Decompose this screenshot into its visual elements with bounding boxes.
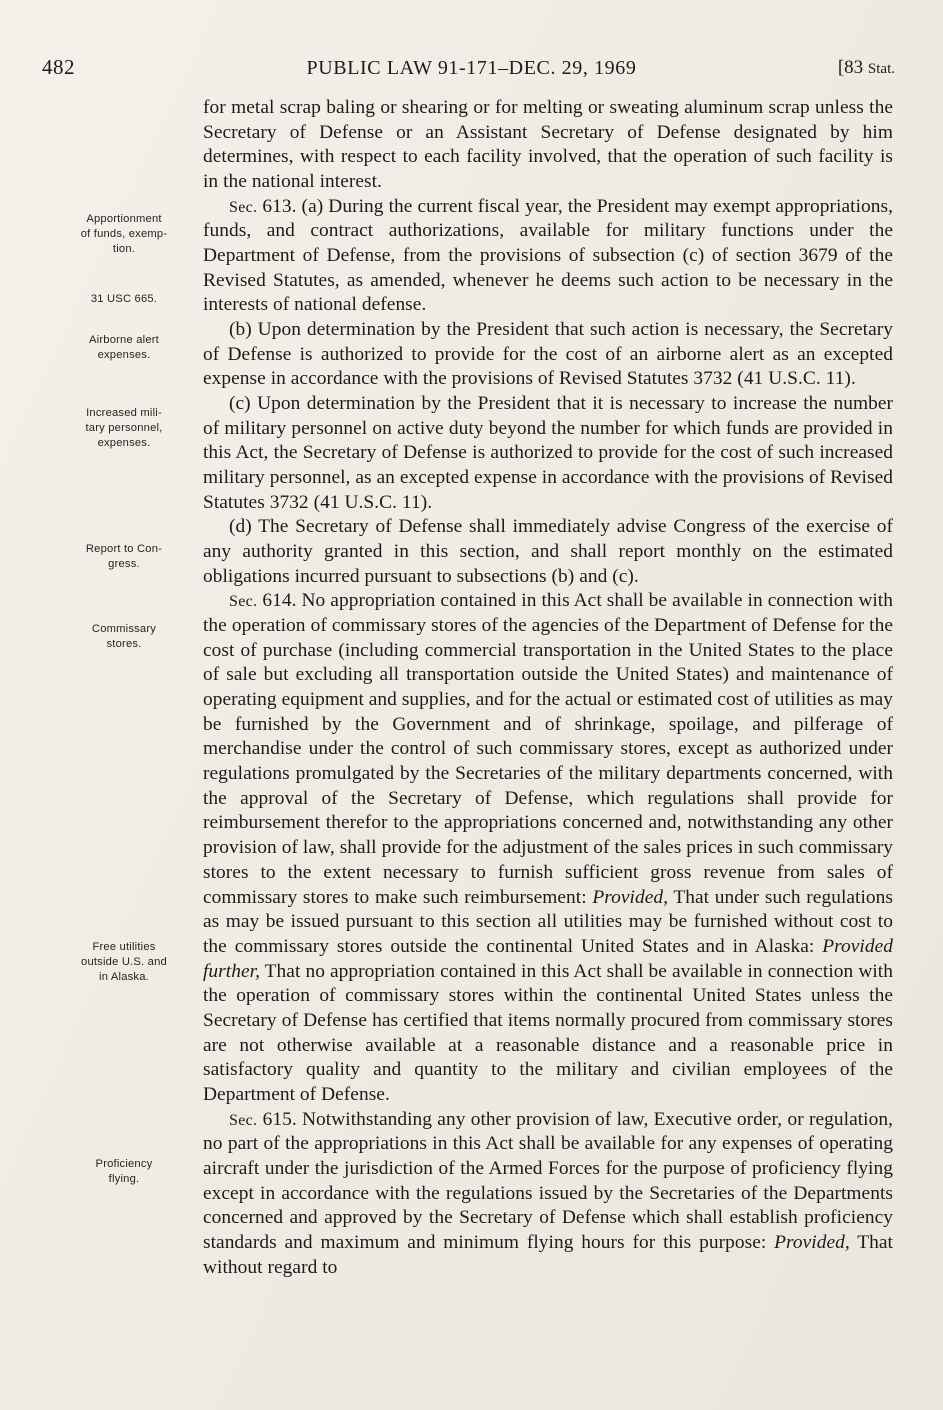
margin-note-line: Commissary bbox=[91, 623, 157, 635]
section-label: Sec. bbox=[229, 1111, 258, 1129]
paragraph-continuation: for metal scrap baling or shearing or for melting or sweating aluminum scrap unless the Secretary of Defense or an Assistant Secretary of Defense designated by him determines, with respect to each facility involved, that the operation of such facility is in the national interest. bbox=[203, 97, 893, 193]
volume-reference bbox=[838, 57, 895, 79]
paragraph-sec-613d: (d) The Secretary of Defense shall immediately advise Congress of the exercise of any authority granted in this section, and shall report monthly on the estimated obligations incurred pursuant to subsections (b) and (c). bbox=[203, 516, 893, 587]
paragraph-text-a: 614. No appropriation contained in this Act shall be available in connection with the operation of commissary stores of the agencies of the Department of Defense for the cost of purchase (including commercial transportation in the United States to the place of sale but excluding all transportation outside the United States) and maintenance of operating equipment and supplies, and for the actual or estimated cost of utilities as may be furnished by the Government and of shrinkage, spoilage, and pilferage of merchandise under the control of such commissary stores, except as authorized under regulations promulgated by the Secretaries of the military departments concerned, with the approval of the Secretary of Defense, which regulations shall provide for reimbursement therefor to the appropriations concerned and, notwithstanding any other provision of law, shall provide for the adjustment of the sales prices in such commissary stores to the extent necessary to furnish sufficient gross revenue from sales of commissary stores to make such reimbursement: bbox=[203, 590, 893, 908]
margin-note-commissary-stores bbox=[54, 622, 194, 652]
margin-note-line: Increased mili- bbox=[86, 407, 162, 419]
margin-note-increased-military bbox=[54, 406, 194, 450]
section-label: Sec. bbox=[229, 593, 258, 611]
volume-bracket: [83 bbox=[837, 57, 868, 78]
margin-note-report-to-congress bbox=[54, 542, 194, 572]
proviso-italic: Provided, bbox=[774, 1231, 850, 1253]
proviso-italic: Provided further, bbox=[203, 935, 893, 982]
paragraph-sec-615 bbox=[203, 1108, 893, 1281]
paragraph-sec-614 bbox=[203, 589, 893, 1107]
page-number: 482 bbox=[42, 55, 75, 79]
margin-note-line: expenses. bbox=[97, 348, 151, 361]
margin-note-line: of funds, exemp- bbox=[80, 227, 168, 240]
margin-note-line: stores. bbox=[106, 637, 142, 650]
margin-note-line: Apportionment bbox=[86, 213, 162, 225]
page-header bbox=[0, 55, 943, 85]
paragraph-text: 613. (a) During the current fiscal year, the President may exempt appropriations, funds, and contract authorizations, available for military functions under the Department of Defense, from the provisions of subsection (c) of section 3679 of the Revised Statutes, as amended, whenever he deems such action to be necessary in the interests of national defense. bbox=[203, 195, 894, 316]
margin-note-line: tary personnel, bbox=[85, 421, 163, 434]
paragraph-text-c: That no appropriation contained in this Act shall be available in connection with the operation of commissary stores within the continental United States unless the Secretary of Defense has certified that items normally procured from commissary stores are not otherwise available at a reasonable distance and a reasonable price in satisfactory quality and quantity to the military and civilian employees of the Department of Defense. bbox=[203, 960, 893, 1105]
paragraph-text-b: That under such regulations as may be issued pursuant to this section all utilities may be furnished without cost to the commissary stores outside the continental United States and in Alaska: bbox=[203, 886, 894, 957]
proviso-italic: Provided, bbox=[592, 886, 669, 908]
section-label: Sec. bbox=[229, 198, 258, 216]
volume-stat-label: Stat. bbox=[867, 61, 895, 77]
margin-note-line: tion. bbox=[112, 242, 136, 255]
margin-note-airborne-alert bbox=[54, 333, 194, 363]
margin-note-proficiency-flying bbox=[54, 1157, 194, 1187]
margin-note-line: Free utilities bbox=[92, 941, 156, 953]
margin-note-line: outside U.S. and bbox=[81, 955, 167, 968]
paragraph-text-a: 615. Notwithstanding any other provision of law, Executive order, or regulation, no part of the appropriations in this Act shall be available for any expenses of operating aircraft under the jurisdiction of the Armed Forces for the purpose of proficiency flying except in accordance with the regulations issued by the Secretaries of the Departments concerned and approved by the Secretary of Defense which shall establish proficiency standards and maximum and minimum flying hours for this purpose: bbox=[203, 1108, 893, 1253]
running-head-date: –DEC. 29, 1969 bbox=[498, 57, 637, 79]
running-head bbox=[0, 57, 943, 80]
margin-note-usc-citation bbox=[54, 292, 194, 307]
margin-note-line: Airborne alert bbox=[89, 334, 159, 346]
margin-note-free-utilities bbox=[54, 940, 194, 984]
margin-note-line: 31 USC 665. bbox=[90, 293, 158, 305]
margin-note-line: flying. bbox=[108, 1172, 140, 1185]
body-column bbox=[203, 96, 893, 1280]
paragraph-sec-613c: (c) Upon determination by the President that it is necessary to increase the number of military personnel on active duty beyond the number for which funds are provided in this Act, the Secretary of Defense is authorized to provide for the cost of such increased military personnel, as an excepted expense in accordance with the provisions of Revised Statutes 3732 (41 U.S.C. 11). bbox=[203, 393, 893, 513]
margin-note-line: gress. bbox=[108, 557, 140, 570]
margin-note-apportionment bbox=[54, 212, 194, 256]
margin-note-line: expenses. bbox=[97, 436, 151, 449]
paragraph-sec-613b: (b) Upon determination by the President that such action is necessary, the Secretary of Defense is authorized to provide for the cost of an airborne alert as an excepted expense in accordance with the provisions of Revised Statutes 3732 (41 U.S.C. 11). bbox=[203, 319, 893, 390]
margin-note-line: Proficiency bbox=[95, 1158, 153, 1170]
margin-note-line: Report to Con- bbox=[85, 543, 163, 555]
margin-note-line: in Alaska. bbox=[99, 970, 149, 983]
paragraph-text-b: That without regard to bbox=[203, 1231, 893, 1278]
running-head-law: PUBLIC LAW 91-171 bbox=[306, 57, 499, 79]
paragraph-sec-613a bbox=[203, 195, 893, 318]
